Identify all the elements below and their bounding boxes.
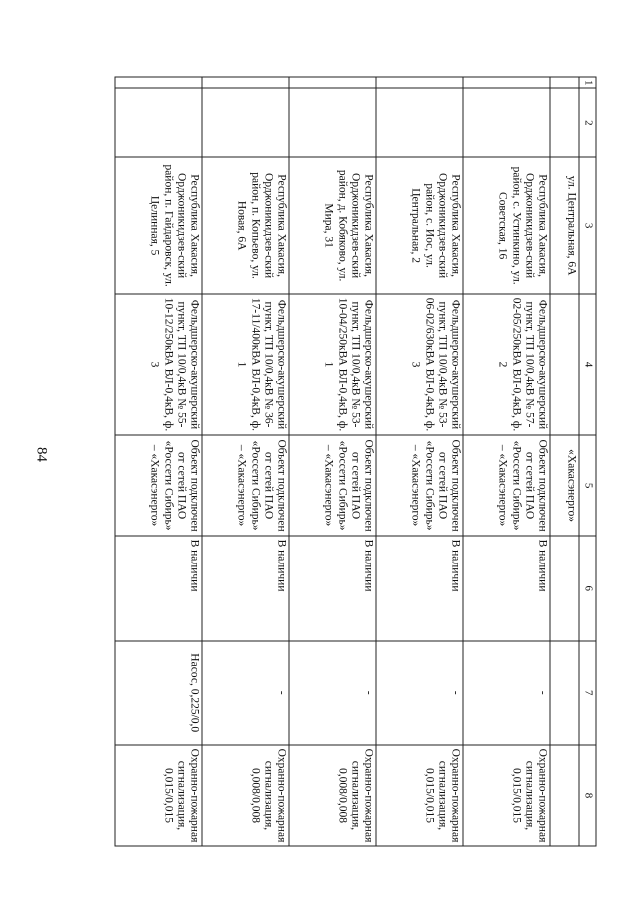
table-cell: Республика Хакасия, Орджоникидзев-ский район, с. Устинкино, ул. Советская, 16 (463, 157, 550, 294)
continuation-row (550, 77, 579, 846)
table-cell: Насос, 0,225/0,0 (115, 640, 202, 744)
header-cell: 3 (579, 157, 596, 294)
table-cell: - (289, 640, 376, 744)
table-cell: В наличии (463, 536, 550, 640)
table-cell: - (376, 640, 463, 744)
table-cell: В наличии (376, 536, 463, 640)
table-cell: Республика Хакасия, Орджоникидзев-ский район, с. Иос, ул. Центральная, 2 (376, 157, 463, 294)
table-cell (202, 88, 289, 157)
table-cell: Объект подключен от сетей ПАО «Россети Сибирь» – «Хакасэнерго» (115, 435, 202, 536)
header-cell: 4 (579, 293, 596, 434)
page-number: 84 (33, 447, 50, 462)
header-cell: 5 (579, 435, 596, 536)
table-row (289, 77, 376, 846)
table-row (463, 77, 550, 846)
table-cell: Фельдшерско-акушерский пункт, ТП 10/0,4кВ № 53-10-04/250кВА ВЛ-0,4кВ, ф. 1 (289, 293, 376, 434)
table-cell: Охранно-пожарная сигнализация, 0,015/0,015 (376, 744, 463, 845)
table-cell: В наличии (202, 536, 289, 640)
table-cell: Республика Хакасия, Орджоникидзев-ский район, п. Гайдаровск, ул. Целинная, 5 (115, 157, 202, 294)
header-cell: 1 (579, 77, 596, 88)
table-wrapper (113, 76, 596, 846)
table-cell: - (202, 640, 289, 744)
table-cell: Фельдшерско-акушерский пункт, ТП 10/0,4кВ № 36-17-11/400кВА ВЛ-0,4кВ, ф. 1 (202, 293, 289, 434)
data-table (114, 76, 596, 846)
header-cell: 6 (579, 536, 596, 640)
table-cell (550, 536, 579, 640)
table-cell: Фельдшерско-акушерский пункт, ТП 10/0,4кВ № 53-06-02/630кВА ВЛ-0,4кВ, ф. 3 (376, 293, 463, 434)
table-cell: - (463, 640, 550, 744)
table-cell (550, 640, 579, 744)
table-cell (376, 88, 463, 157)
table-row (115, 77, 202, 846)
table-cell: Охранно-пожарная сигнализация, 0,008/0,008 (202, 744, 289, 845)
table-cell (376, 77, 463, 88)
header-cell: 7 (579, 640, 596, 744)
table-cell (550, 77, 579, 88)
table-cell: Охранно-пожарная сигнализация, 0,008/0,008 (289, 744, 376, 845)
table-cell: Охранно-пожарная сигнализация, 0,015/0,015 (115, 744, 202, 845)
table-cell: Фельдшерско-акушерский пункт, ТП 10/0,4кВ № 57-02-05/250кВА ВЛ-0,4кВ, ф. 2 (463, 293, 550, 434)
table-cell: Объект подключен от сетей ПАО «Россети Сибирь» – «Хакасэнерго» (202, 435, 289, 536)
table-cell (202, 77, 289, 88)
table-row (202, 77, 289, 846)
header-cell: 2 (579, 88, 596, 157)
table-cell (115, 77, 202, 88)
table-cell (289, 77, 376, 88)
table-row (376, 77, 463, 846)
table-cell: В наличии (289, 536, 376, 640)
table-cell: Охранно-пожарная сигнализация, 0,015/0,015 (463, 744, 550, 845)
table-cell: Объект подключен от сетей ПАО «Россети Сибирь» – «Хакасэнерго» (463, 435, 550, 536)
table-cell: Республика Хакасия, Орджоникидзев-ский район, д. Кобяково, ул. Мира, 31 (289, 157, 376, 294)
table-cell: Объект подключен от сетей ПАО «Россети Сибирь» – «Хакасэнерго» (376, 435, 463, 536)
table-cell: В наличии (115, 536, 202, 640)
table-cell (463, 88, 550, 157)
table-cell: Республика Хакасия, Орджоникидзев-ский район, п. Копьево, ул. Новая, 6А (202, 157, 289, 294)
header-row (579, 77, 596, 846)
table-cell (463, 77, 550, 88)
header-cell: 8 (579, 744, 596, 845)
table-cell: ул. Центральная, 6А (550, 157, 579, 294)
table-cell: Объект подключен от сетей ПАО «Россети Сибирь» – «Хакасэнерго» (289, 435, 376, 536)
table-cell (550, 88, 579, 157)
table-cell (550, 744, 579, 845)
table-cell: Фельдшерско-акушерский пункт, ТП 10/0,4кВ № 55-10-12/250кВА ВЛ-0,4кВ, ф. 3 (115, 293, 202, 434)
table-cell: «Хакасэнерго» (550, 435, 579, 536)
table-cell (550, 293, 579, 434)
table-cell (115, 88, 202, 157)
table-cell (289, 88, 376, 157)
